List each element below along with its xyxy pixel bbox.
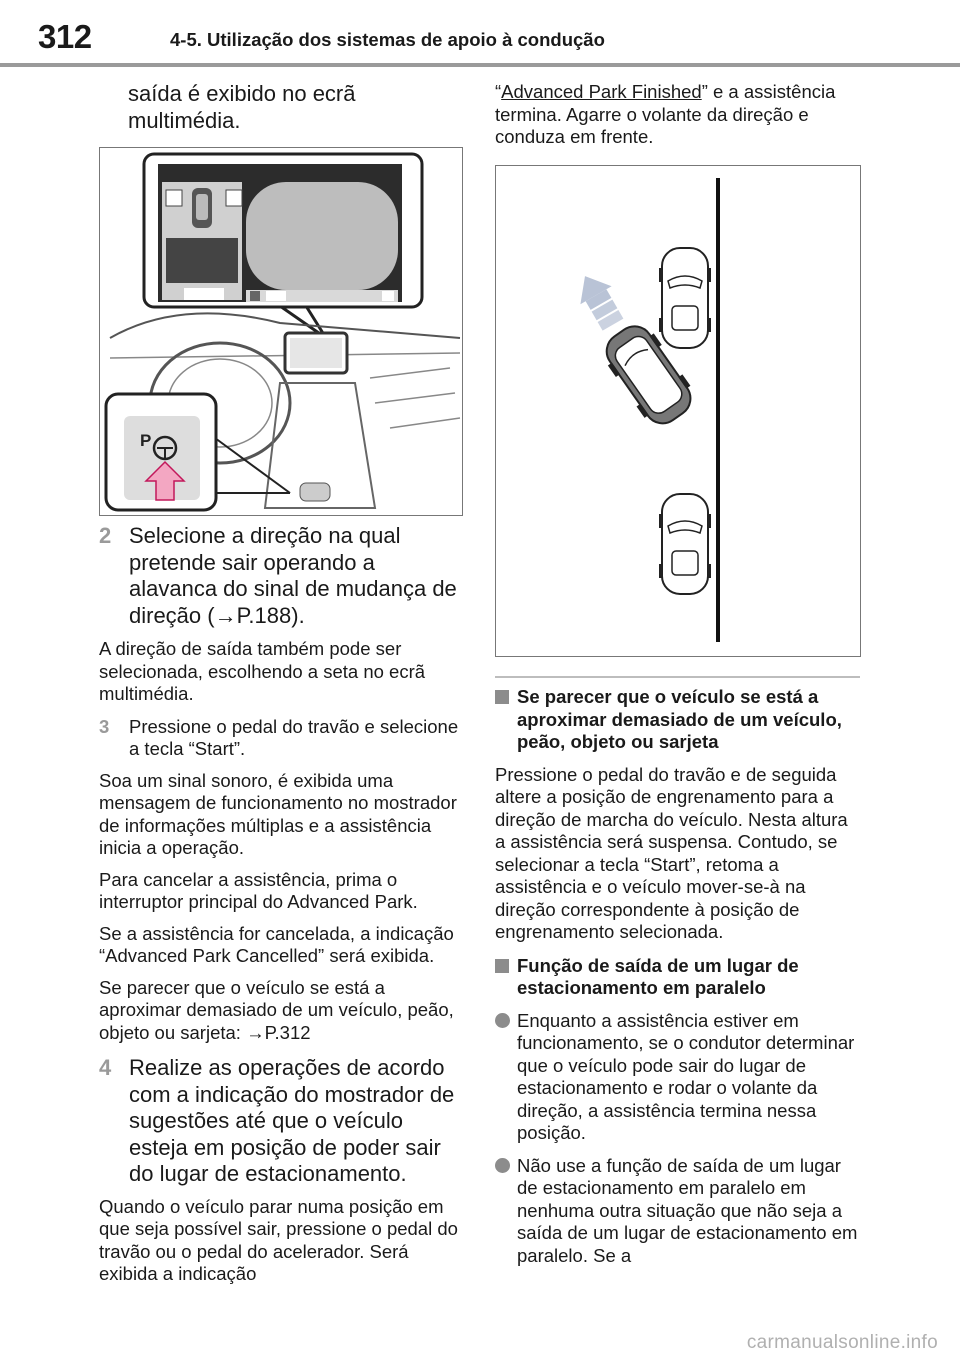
heading-parallel-exit [495, 955, 861, 1000]
paragraph-approach-action: Pressione o pedal do travão e de seguida altere a posição de engrenamento para a direção de marcha do veículo. Nesta altura a assistência será suspensa. Contudo, se selecionar a tecla “Start”, retoma a assistência e o veículo mover-se-à na direção correspondente à posição de engrenamento selecionada. [495, 763, 848, 942]
quote-open: “ [495, 81, 502, 102]
bullet-item [495, 1155, 861, 1268]
advanced-park-finished-link[interactable]: Advanced Park Finished [501, 81, 702, 102]
exit-direction-arrow [569, 267, 628, 333]
paragraph-start-feedback: Soa um sinal sonoro, é exibida uma mensagem de funcionamento no mostrador de informações múltiplas e a assistência inicia a operação. [99, 769, 457, 858]
step-2-text: Selecione a direção na qual pretende sair operando a alavanca do sinal de mudança de direção (→P.188). [129, 523, 457, 628]
step-4-number: 4 [99, 1055, 112, 1080]
park-button-label: P [140, 431, 152, 450]
step-2-note: A direção de saída também pode ser selecionada, escolhendo a seta no ecrã multimédia. [99, 638, 426, 704]
paragraph-cancel: Para cancelar a assistência, prima o interruptor principal do Advanced Park. [99, 868, 418, 912]
parallel-exit-figure [495, 165, 861, 657]
heading-parallel-exit-text: Função de saída de um lugar de estacionamento em paralelo [517, 954, 799, 998]
page-number: 312 [38, 18, 92, 55]
step-2-number: 2 [99, 523, 112, 548]
bullet-2-text: Não use a função de saída de um lugar de estacionamento em paralelo em nenhuma outra situação que não seja a saída de um lugar de estacionamento em paralelo. Se a [517, 1154, 858, 1266]
section-title: 4-5. Utilização dos sistemas de apoio à condução [170, 29, 605, 50]
watermark: carmanualsonline.info [746, 1332, 938, 1353]
finished-text [495, 81, 863, 149]
parked-car-front [659, 248, 711, 348]
step-3-number: 3 [99, 715, 110, 737]
intro-text: saída é exibido no ecrã multimédia. [128, 81, 356, 133]
step-2 [99, 523, 464, 629]
step-4 [99, 1055, 464, 1188]
heading-approach [495, 686, 861, 754]
bullet-1-text: Enquanto a assistência estiver em funcionamento, se o condutor determinar que o veículo pode sair do lugar de estacionamento e rodar o volante da direção, a assistência termina nessa posição. [517, 1009, 855, 1143]
square-bullet-icon [495, 959, 509, 973]
section-separator [495, 676, 860, 678]
step-4-text: Realize as operações de acordo com a indicação do mostrador de sugestões até que o veículo esteja em posição de poder sair do lugar de estacionamento. [129, 1055, 455, 1186]
dashboard-illustration [100, 148, 462, 515]
parked-car-rear [659, 494, 711, 594]
circle-bullet-icon [495, 1013, 510, 1028]
square-bullet-icon [495, 690, 509, 704]
parallel-exit-illustration [496, 166, 860, 656]
finished-rest: ” e a assistência termina. Agarre o volante da direção e conduza em frente. [495, 81, 836, 147]
paragraph-stop-position: Quando o veículo parar numa posição em que seja possível sair, pressione o pedal do travão ou o pedal do acelerador. Será exibida a indicação [99, 1195, 458, 1284]
paragraph-approach: Se parecer que o veículo se está a aproximar demasiado de um veículo, peão, objeto ou sarjeta: →P.312 [99, 976, 454, 1043]
paragraph-cancelled: Se a assistência for cancelada, a indicação “Advanced Park Cancelled” será exibida. [99, 922, 454, 966]
step-3 [99, 716, 464, 761]
circle-bullet-icon [495, 1158, 510, 1173]
header-rule [0, 63, 960, 67]
bullet-item [495, 1010, 861, 1145]
heading-approach-text: Se parecer que o veículo se está a aproximar demasiado de um veículo, peão, objeto ou sarjeta [517, 686, 842, 752]
dashboard-figure [99, 147, 463, 516]
step-3-text: Pressione o pedal do travão e selecione a tecla “Start”. [129, 715, 459, 759]
